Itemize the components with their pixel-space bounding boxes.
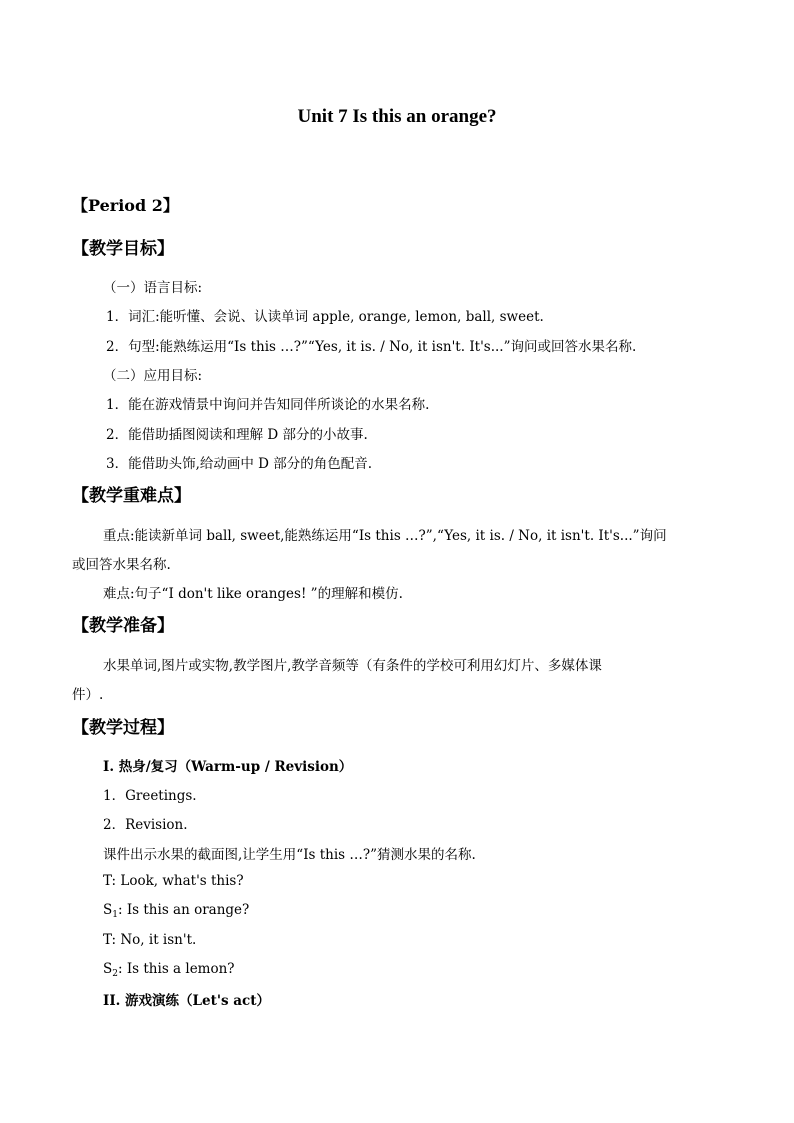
process-description: 课件出示水果的截面图,让学生用“Is this …?”猜测水果的名称. — [103, 847, 476, 863]
dialogue-text: : Is this an orange? — [117, 902, 250, 918]
speaker: S — [103, 902, 113, 918]
period-label: 【Period 2】 — [72, 196, 179, 215]
dialogue-line: T: Look, what's this? — [103, 873, 244, 889]
process-step: 1．Greetings. — [103, 788, 197, 804]
preparation-heading: 【教学准备】 — [72, 616, 174, 636]
difficulty-text: 难点:句子“I don't like oranges! ”的理解和模仿. — [103, 586, 403, 602]
keypoint-text: 或回答水果名称. — [72, 557, 171, 573]
language-goals-title: （一）语言目标: — [103, 280, 203, 296]
application-goals-title: （二）应用目标: — [103, 368, 203, 384]
preparation-text: 水果单词,图片或实物,教学图片,教学音频等（有条件的学校可利用幻灯片、多媒体课 — [103, 658, 602, 674]
document-title: Unit 7 Is this an orange? — [297, 106, 497, 127]
language-goal-item: 2．句型:能熟练运用“Is this …?”“Yes, it is. / No, it isn't. It's...”询问或回答水果名称. — [106, 339, 637, 355]
process-heading: 【教学过程】 — [72, 718, 174, 738]
speaker-number: 1 — [112, 910, 118, 920]
application-goal-item: 2．能借助插图阅读和理解 D 部分的小故事. — [106, 427, 368, 443]
section-title: I. 热身/复习（Warm-up / Revision） — [103, 759, 353, 775]
goals-heading: 【教学目标】 — [72, 239, 174, 259]
keypoint-text: 重点:能读新单词 ball, sweet,能熟练运用“Is this …?”,“Yes, it is. / No, it isn't. It's...”询问 — [103, 528, 667, 544]
dialogue-line — [103, 902, 249, 920]
application-goal-item: 1．能在游戏情景中询问并告知同伴所谈论的水果名称. — [106, 397, 430, 413]
keypoints-heading: 【教学重难点】 — [72, 486, 191, 506]
dialogue-text: : Is this a lemon? — [117, 961, 235, 977]
language-goal-item: 1．词汇:能听懂、会说、认读单词 apple, orange, lemon, ball, sweet. — [106, 309, 544, 325]
speaker: S — [103, 961, 113, 977]
application-goal-item: 3．能借助头饰,给动画中 D 部分的角色配音. — [106, 456, 373, 472]
preparation-text: 件）. — [72, 687, 104, 703]
speaker-number: 2 — [112, 969, 118, 979]
process-step: 2．Revision. — [103, 817, 188, 833]
dialogue-line — [103, 961, 235, 979]
dialogue-line: T: No, it isn't. — [103, 932, 197, 948]
section-title: II. 游戏演练（Let's act） — [103, 993, 270, 1009]
